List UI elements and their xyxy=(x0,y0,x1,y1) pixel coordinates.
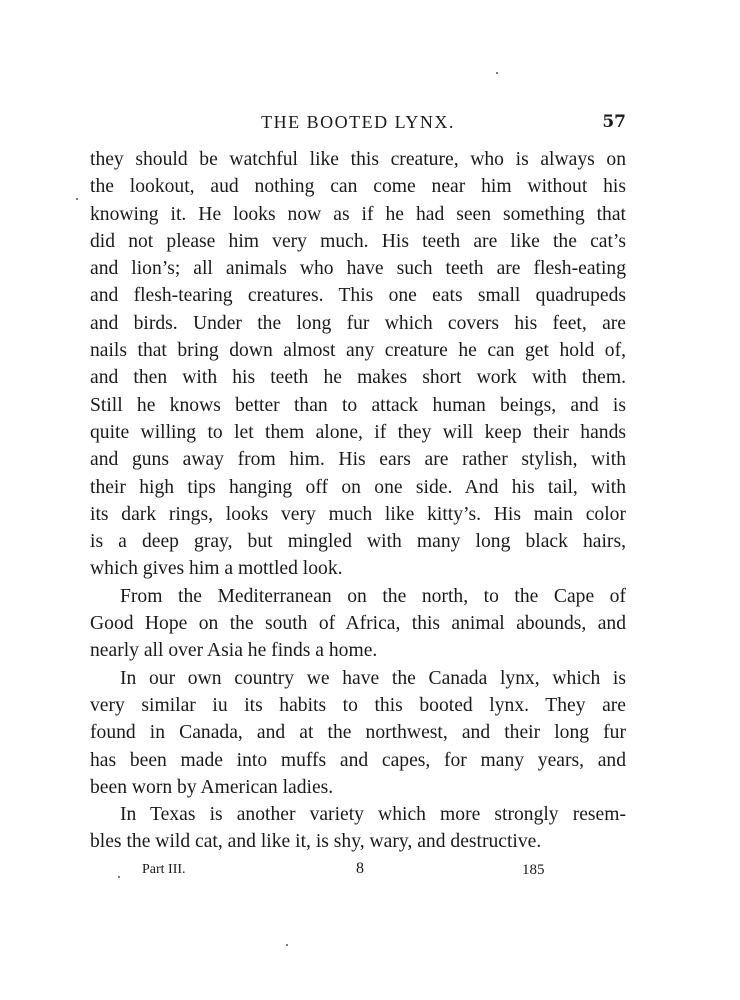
print-speck xyxy=(496,72,498,74)
running-title: THE BOOTED LYNX. xyxy=(261,112,455,132)
text-line: nails that bring down almost any creature he can get hold of, xyxy=(90,340,626,362)
text-line: which gives him a mottled look. xyxy=(90,558,343,580)
paragraph xyxy=(90,801,626,856)
text-line: been worn by American ladies. xyxy=(90,776,334,798)
text-line: and guns away from him. His ears are rather stylish, with xyxy=(90,449,626,471)
text-line: found in Canada, and at the northwest, and their long fur xyxy=(90,722,626,744)
text-line: Good Hope on the south of Africa, this animal abounds, and xyxy=(90,613,626,635)
text-line: bles the wild cat, and like it, is shy, wary, and destructive. xyxy=(90,831,542,853)
footer-part-label: Part III. xyxy=(142,862,186,877)
running-head xyxy=(90,112,626,136)
text-line: knowing it. He looks now as if he had seen something that xyxy=(90,203,626,225)
text-line: and birds. Under the long fur which covers his feet, are xyxy=(90,312,626,334)
print-speck xyxy=(286,944,288,946)
page-footer xyxy=(90,862,626,882)
footer-signature-mark: 8 xyxy=(356,860,364,877)
text-line: and lion’s; all animals who have such teeth are flesh-eating xyxy=(90,258,626,280)
text-line: the lookout, aud nothing can come near him without his xyxy=(90,176,626,198)
text-line: From the Mediterranean on the north, to the Cape of xyxy=(120,585,626,607)
print-speck xyxy=(76,198,78,200)
body-text xyxy=(90,146,626,856)
text-line: and then with his teeth he makes short work with them. xyxy=(90,367,626,389)
text-line: In our own country we have the Canada lynx, which is xyxy=(120,667,626,689)
paragraph xyxy=(90,665,626,801)
text-line: Still he knows better than to attack human beings, and is xyxy=(90,394,626,416)
text-line: and flesh-tearing creatures. This one eats small quadrupeds xyxy=(90,285,626,307)
footer-number: 185 xyxy=(522,862,545,878)
text-line: they should be watchful like this creature, who is always on xyxy=(90,149,626,170)
text-line: nearly all over Asia he finds a home. xyxy=(90,640,378,662)
text-line: their high tips hanging off on one side. And his tail, with xyxy=(90,476,626,498)
text-line: In Texas is another variety which more strongly resem- xyxy=(120,804,626,826)
text-line: did not please him very much. His teeth are like the cat’s xyxy=(90,230,626,252)
page-number: 57 xyxy=(602,112,626,132)
text-line: is a deep gray, but mingled with many long black hairs, xyxy=(90,531,626,553)
text-line: its dark rings, looks very much like kitty’s. His main color xyxy=(90,503,626,525)
text-line: very similar iu its habits to this booted lynx. They are xyxy=(90,694,626,716)
text-line: quite willing to let them alone, if they will keep their hands xyxy=(90,421,626,443)
text-line: has been made into muffs and capes, for many years, and xyxy=(90,749,626,771)
paragraph xyxy=(90,146,626,583)
paragraph xyxy=(90,583,626,665)
print-speck xyxy=(118,876,120,878)
